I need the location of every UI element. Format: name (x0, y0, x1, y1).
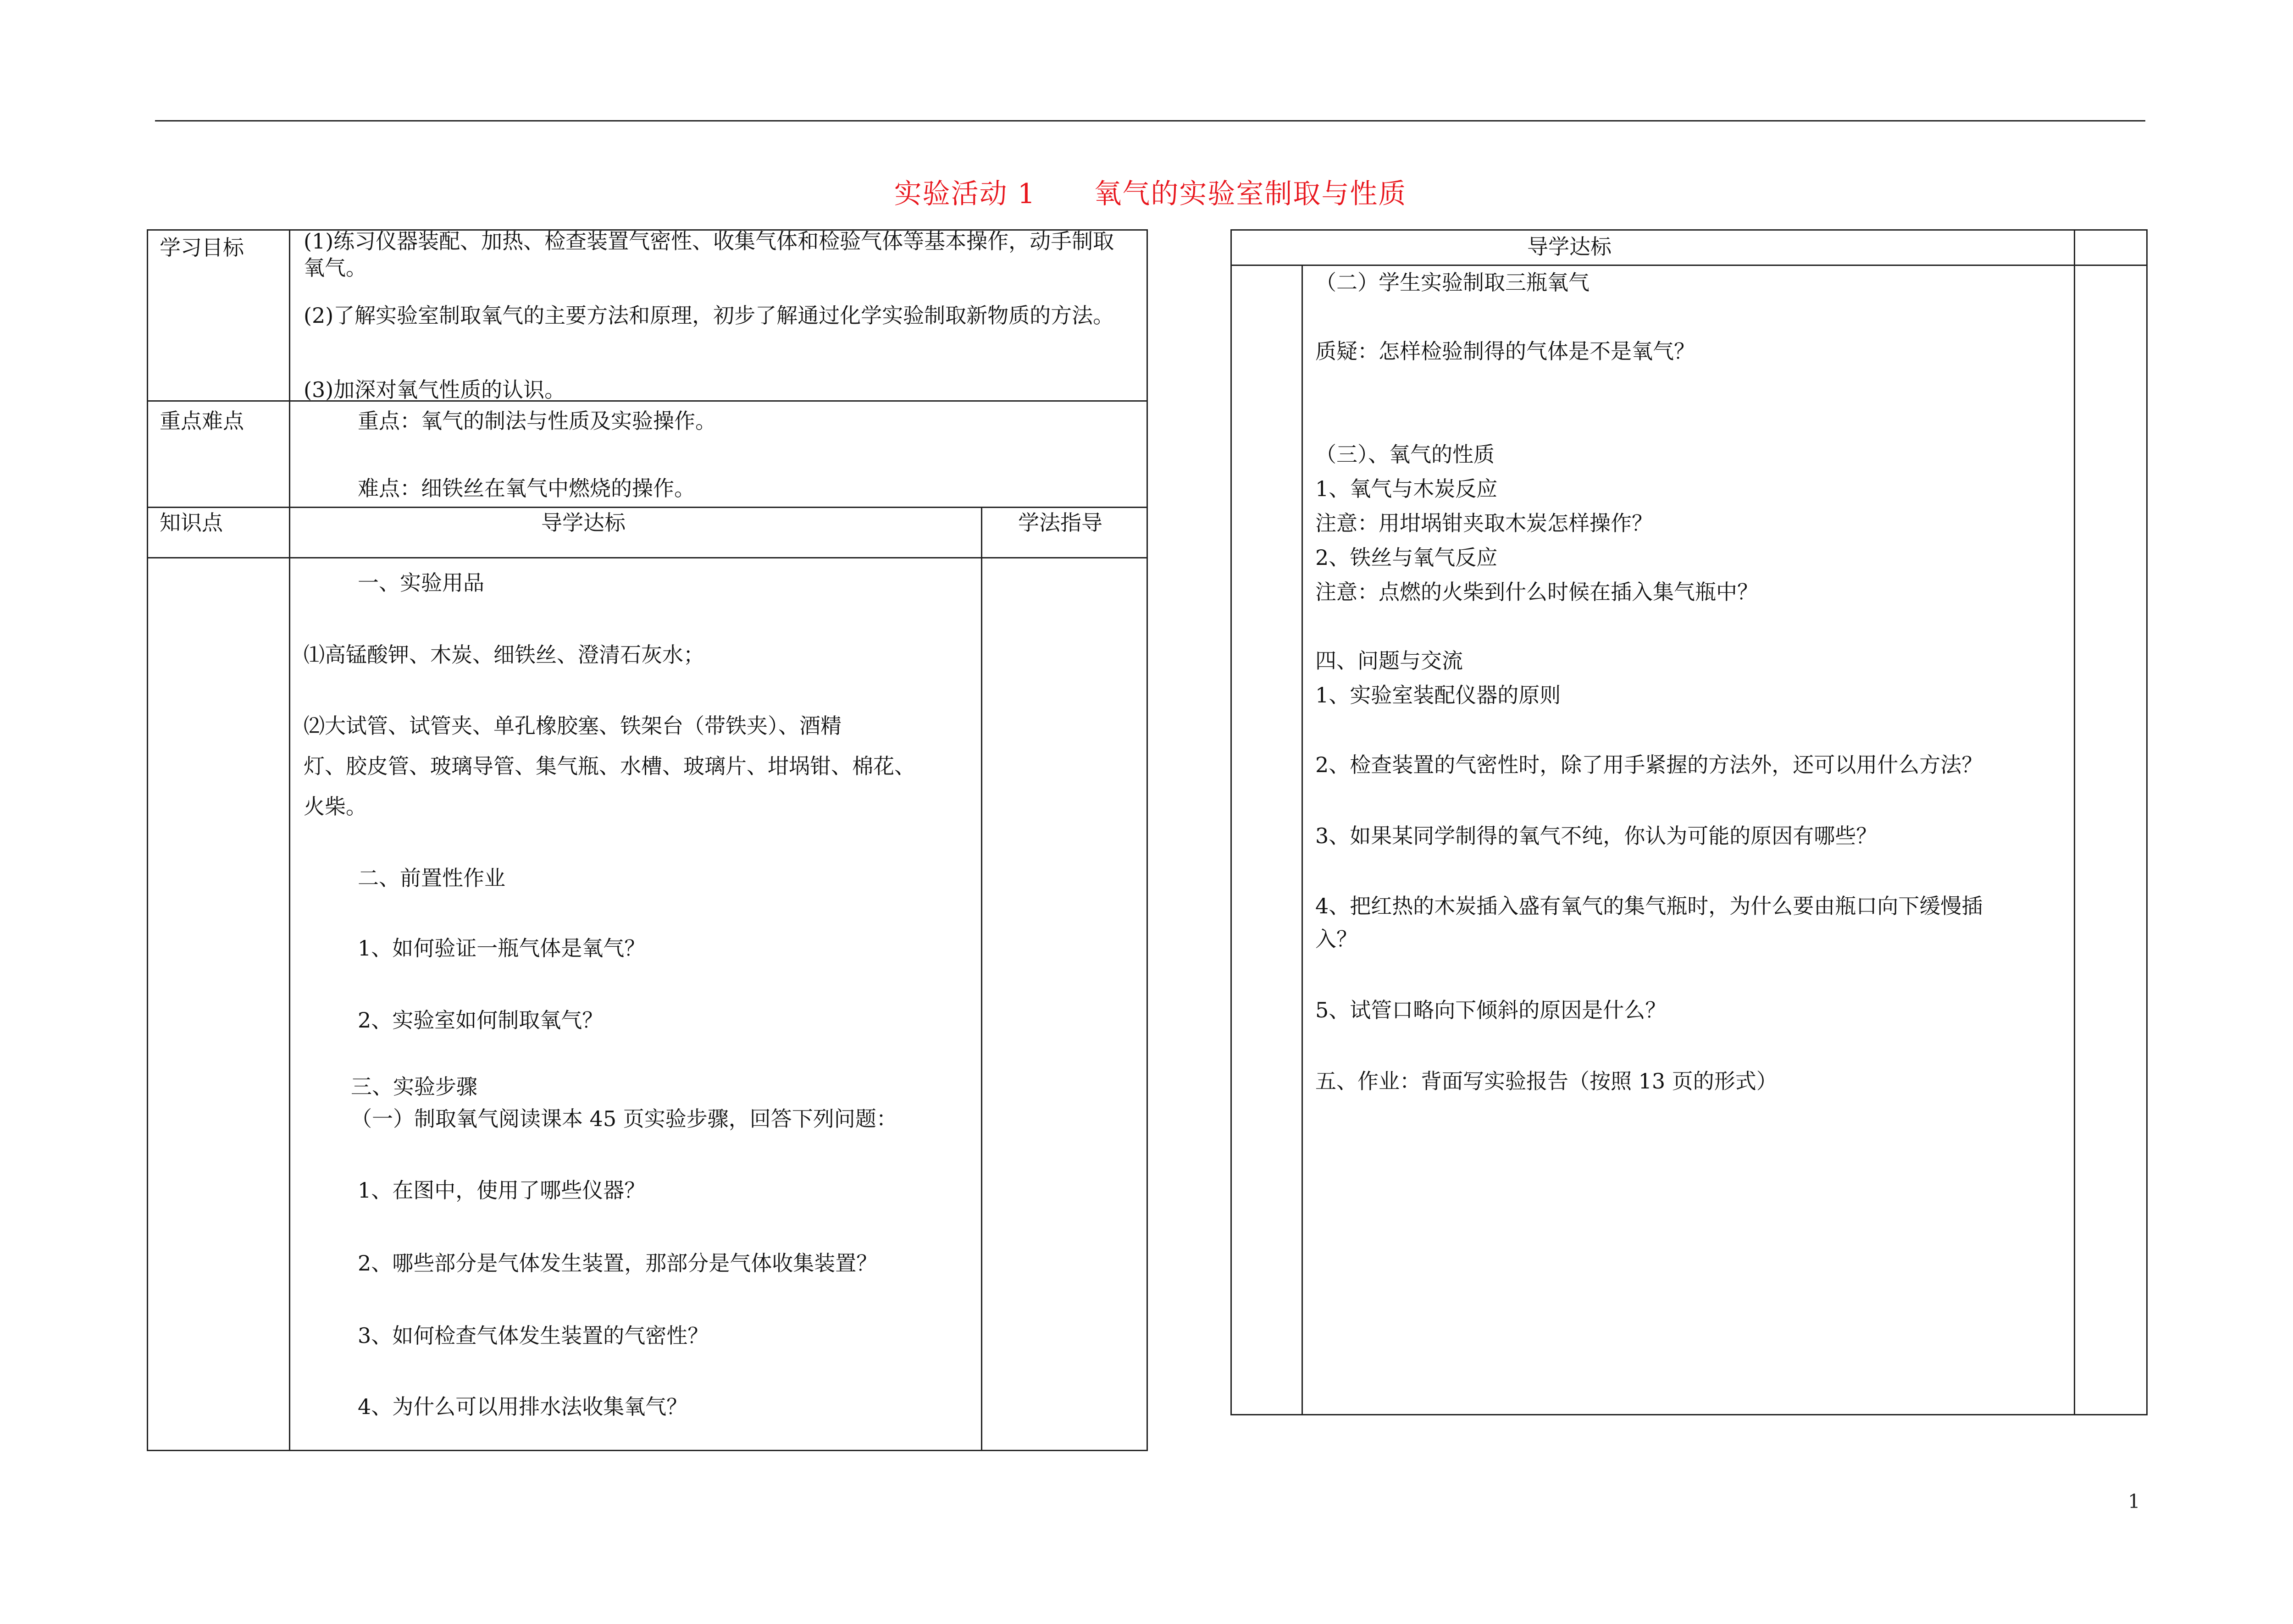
body-line: 2、实验室如何制取氧气？ (358, 1008, 604, 1033)
body-line: 4、为什么可以用排水法收集氧气？ (358, 1394, 688, 1419)
body-line: 2、铁丝与氧气反应 (1315, 545, 1498, 570)
section-heading: 五、作业：背面写实验报告（按照 13 页的形式） (1315, 1069, 1778, 1094)
difficulty: 难点：细铁丝在氧气中燃烧的操作。 (358, 476, 695, 501)
body-line: （一）制取氧气阅读课本 45 页实验步骤，回答下列问题： (351, 1106, 897, 1131)
body-line: 3、如何检查气体发生装置的气密性？ (358, 1323, 709, 1348)
right-table-col-divider (1302, 265, 1303, 1415)
section-heading: （三）、氧气的性质 (1315, 442, 1495, 467)
body-line: （二）学生实验制取三瓶氧气 (1315, 270, 1590, 295)
body-line: 4、把红热的木炭插入盛有氧气的集气瓶时，为什么要由瓶口向下缓慢插 (1315, 894, 1983, 918)
body-line: 注意：用坩埚钳夹取木炭怎样操作？ (1315, 511, 1653, 536)
body-line: 1、氧气与木炭反应 (1315, 476, 1498, 501)
right-table (1230, 229, 2148, 1415)
body-line: 3、如果某同学制得的氧气不纯，你认为可能的原因有哪些？ (1315, 823, 1878, 848)
header-rule (155, 120, 2145, 122)
right-table-row-divider (1230, 265, 2148, 266)
body-line: ⑴高锰酸钾、木炭、细铁丝、澄清石灰水； (304, 642, 704, 667)
body-line: 2、检查装置的气密性时，除了用手紧握的方法外，还可以用什么方法？ (1315, 752, 1983, 777)
left-table-col-divider (981, 507, 982, 1451)
section-heading: 三、实验步骤 (351, 1074, 477, 1099)
body-line: 火柴。 (304, 794, 367, 819)
left-table-col-divider (289, 229, 290, 1451)
right-column-header: 导学达标 (1527, 234, 1612, 259)
key-difficulty-label: 重点难点 (160, 409, 244, 433)
body-line: 注意：点燃的火柴到什么时候在插入集气瓶中？ (1315, 580, 1758, 604)
right-table-col-divider (2074, 229, 2075, 1415)
page-title: 实验活动 1 氧气的实验室制取与性质 (894, 178, 1407, 210)
left-table-row-divider (147, 557, 1148, 558)
body-line: ⑵大试管、试管夹、单孔橡胶塞、铁架台（带铁夹）、酒精 (304, 713, 842, 738)
column-header-guide: 导学达标 (541, 510, 626, 535)
left-table-row-divider (147, 400, 1148, 402)
body-line: 灯、胶皮管、玻璃导管、集气瓶、水槽、玻璃片、坩埚钳、棉花、 (304, 754, 915, 779)
objective-3: (3)加深对氧气性质的认识。 (304, 377, 566, 402)
column-header-method: 学法指导 (1018, 510, 1102, 535)
page-number: 1 (2128, 1490, 2140, 1513)
section-heading: 二、前置性作业 (358, 866, 505, 890)
left-table-row-divider (147, 507, 1148, 508)
body-line: 1、在图中，使用了哪些仪器？ (358, 1178, 646, 1203)
body-line: 1、如何验证一瓶气体是氧气？ (358, 936, 646, 961)
section-heading: 一、实验用品 (358, 570, 484, 595)
body-line: 入？ (1315, 927, 1357, 951)
body-line: 2、哪些部分是气体发生装置，那部分是气体收集装置？ (358, 1251, 878, 1276)
section-heading: 四、问题与交流 (1315, 648, 1463, 673)
column-header-knowledge: 知识点 (160, 510, 223, 535)
body-line: 1、实验室装配仪器的原则 (1315, 683, 1561, 707)
key-point: 重点：氧气的制法与性质及实验操作。 (358, 409, 716, 433)
objective-2: (2)了解实验室制取氧气的主要方法和原理，初步了解通过化学实验制取新物质的方法。 (304, 303, 1114, 328)
body-line: 质疑：怎样检验制得的气体是不是氧气？ (1315, 339, 1695, 364)
objective-1: (1)练习仪器装配、加热、检查装置气密性、收集气体和检验气体等基本操作，动手制取氧气。 (304, 229, 1114, 280)
objectives-label: 学习目标 (160, 235, 244, 260)
body-line: 5、试管口略向下倾斜的原因是什么？ (1315, 998, 1667, 1022)
